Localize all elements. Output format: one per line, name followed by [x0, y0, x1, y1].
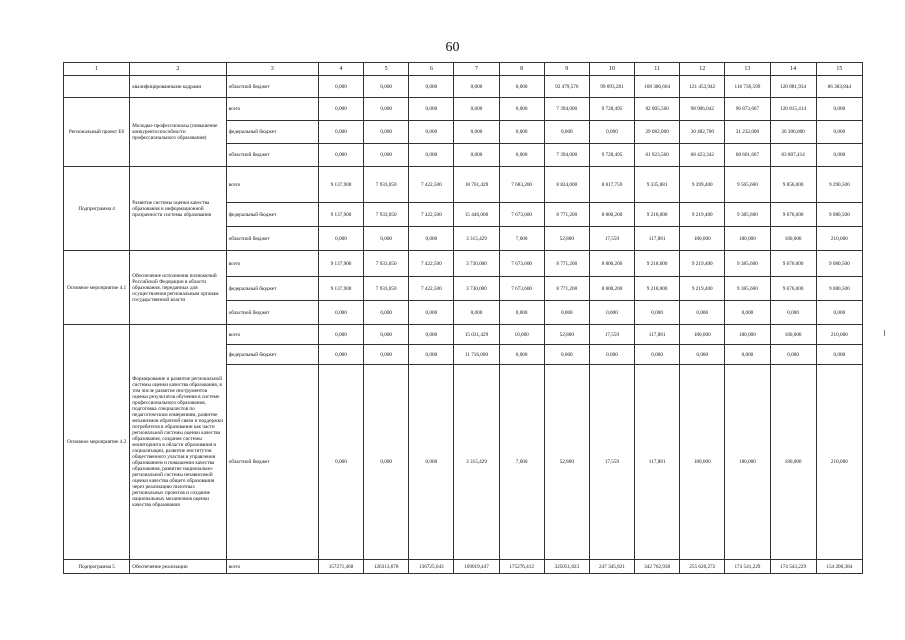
amount-cell: 0,000 — [725, 301, 770, 325]
funding-source-cell: всего — [226, 325, 318, 345]
amount-cell: 92 479,576 — [544, 76, 589, 98]
funding-source-cell: всего — [226, 167, 318, 203]
amount-cell: 210,000 — [816, 365, 862, 560]
amount-cell: 29 082,000 — [635, 121, 680, 144]
program-name-cell: Подпрограмма 5 — [64, 560, 130, 574]
amount-cell: 0,000 — [364, 98, 409, 121]
amount-cell: 11 716,000 — [454, 345, 499, 365]
budget-table — [63, 62, 863, 574]
amount-cell: 9 080,500 — [816, 251, 862, 277]
funding-source-cell: всего — [226, 560, 318, 574]
amount-cell: 0,000 — [454, 76, 499, 98]
amount-cell: 247 345,821 — [589, 560, 634, 574]
funding-source-cell: федеральный бюджет — [226, 345, 318, 365]
amount-cell: 9 385,600 — [725, 203, 770, 227]
table-row — [64, 76, 863, 98]
program-name-cell: Региональный проект Е6 — [64, 98, 130, 167]
amount-cell: 68 601,667 — [725, 144, 770, 167]
column-number-cell: 14 — [770, 63, 816, 76]
amount-cell: 7 422,500 — [409, 277, 454, 301]
amount-cell: 0,000 — [318, 301, 363, 325]
table-row — [64, 251, 863, 277]
amount-cell: 7 933,050 — [364, 203, 409, 227]
amount-cell: 0,000 — [816, 144, 862, 167]
amount-cell: 8 817,759 — [589, 167, 634, 203]
amount-cell: 7 933,050 — [364, 277, 409, 301]
amount-cell: 36 306,000 — [770, 121, 816, 144]
amount-cell: 9 290,500 — [816, 167, 862, 203]
amount-cell: 9 137,900 — [318, 277, 363, 301]
amount-cell: 3 315,429 — [454, 365, 499, 560]
amount-cell: 7 673,600 — [499, 203, 544, 227]
amount-cell: 10,000 — [499, 325, 544, 345]
amount-cell: 180,000 — [770, 227, 816, 251]
amount-cell: 17,559 — [589, 227, 634, 251]
amount-cell: 0,000 — [364, 76, 409, 98]
amount-cell: 9 856,000 — [770, 167, 816, 203]
amount-cell: 9 676,000 — [770, 251, 816, 277]
amount-cell: 7 933,050 — [364, 167, 409, 203]
amount-cell: 0,000 — [816, 345, 862, 365]
funding-source-cell: всего — [226, 251, 318, 277]
funding-source-cell: областной бюджет — [226, 227, 318, 251]
program-description-cell: Формирование и развитие региональной системы оценки качества образования, в том числе развитие инструментов оценки результатов обучения в системе профессионального образования, подготовка специалистов по педагогическим измерениям, развитие механизмов обратной связи и поддержки потребителя в образовании как части региональной системы оценки качества образования, создание системы мониторинга в области образования и социализации, развитие институтов общественного участия в управлении образованием и повышении качества образования, развитие национально-региональной системы независимой оценки качества общего образования через реализацию пилотных региональных проектов и создание национальных механизмов оценки качества образования — [130, 325, 226, 560]
amount-cell: 0,000 — [499, 98, 544, 121]
amount-cell: 180,000 — [680, 365, 725, 560]
amount-cell: 52,800 — [544, 227, 589, 251]
column-number-cell: 12 — [680, 63, 725, 76]
amount-cell: 175276,412 — [499, 560, 544, 574]
amount-cell: 0,000 — [635, 345, 680, 365]
amount-cell: 342 762,938 — [635, 560, 680, 574]
amount-cell: 0,000 — [499, 121, 544, 144]
amount-cell: 0,000 — [364, 365, 409, 560]
amount-cell: 0,000 — [409, 227, 454, 251]
amount-cell: 7,600 — [499, 227, 544, 251]
amount-cell: 8 800,200 — [589, 277, 634, 301]
amount-cell: 9 218,000 — [635, 277, 680, 301]
amount-cell: 0,000 — [409, 345, 454, 365]
amount-cell: 0,000 — [499, 144, 544, 167]
amount-cell: 0,000 — [454, 98, 499, 121]
amount-cell: 15 031,429 — [454, 325, 499, 345]
amount-cell: 96 873,667 — [725, 98, 770, 121]
column-number-cell: 13 — [725, 63, 770, 76]
amount-cell: 8 800,200 — [589, 251, 634, 277]
amount-cell: 210,000 — [816, 227, 862, 251]
amount-cell: 0,000 — [318, 227, 363, 251]
column-number-cell: 1 — [64, 63, 130, 76]
amount-cell: 31 232,000 — [725, 121, 770, 144]
funding-source-cell: областной бюджет — [226, 301, 318, 325]
column-number-cell: 10 — [589, 63, 634, 76]
amount-cell: 180,000 — [725, 325, 770, 345]
amount-cell: 0,000 — [409, 144, 454, 167]
amount-cell: 0,000 — [544, 121, 589, 144]
amount-cell: 98 906,042 — [680, 98, 725, 121]
amount-cell: 7 683,200 — [499, 167, 544, 203]
amount-cell: 180,000 — [725, 365, 770, 560]
table-row — [64, 98, 863, 121]
amount-cell: 0,000 — [409, 76, 454, 98]
amount-cell: 18 761,429 — [454, 167, 499, 203]
amount-cell: 0,000 — [318, 365, 363, 560]
amount-cell: 9 137,900 — [318, 251, 363, 277]
amount-cell: 0,000 — [544, 301, 589, 325]
amount-cell: 0,000 — [816, 121, 862, 144]
amount-cell: 0,000 — [318, 325, 363, 345]
amount-cell: 0,000 — [770, 301, 816, 325]
program-name-cell — [64, 76, 130, 98]
column-number-cell: 5 — [364, 63, 409, 76]
amount-cell: 7 422,500 — [409, 251, 454, 277]
amount-cell: 17,559 — [589, 365, 634, 560]
funding-source-cell: федеральный бюджет — [226, 277, 318, 301]
amount-cell: 9 080,500 — [816, 277, 862, 301]
amount-cell: 0,000 — [364, 345, 409, 365]
amount-cell: 117,881 — [635, 325, 680, 345]
column-number-cell: 9 — [544, 63, 589, 76]
amount-cell: 99 093,281 — [589, 76, 634, 98]
amount-cell: 9 137,900 — [318, 167, 363, 203]
column-number-cell: 11 — [635, 63, 680, 76]
program-description-cell: Развитие системы оценки качества образования и информационной прозрачности системы образования — [130, 167, 226, 251]
amount-cell: 117,881 — [635, 227, 680, 251]
amount-cell: 0,000 — [318, 76, 363, 98]
amount-cell: 168 386,604 — [635, 76, 680, 98]
amount-cell: 0,000 — [589, 345, 634, 365]
amount-cell: 7 394,000 — [544, 98, 589, 121]
amount-cell: 0,000 — [409, 365, 454, 560]
amount-cell: 52,800 — [544, 365, 589, 560]
amount-cell: 9 218,000 — [635, 203, 680, 227]
amount-cell: 86 383,844 — [816, 76, 862, 98]
program-name-cell: Основное мероприятие 4.1 — [64, 251, 130, 325]
amount-cell: 0,000 — [318, 121, 363, 144]
amount-cell: 9 728,495 — [589, 144, 634, 167]
amount-cell: 9 335,881 — [635, 167, 680, 203]
amount-cell: 0,000 — [364, 121, 409, 144]
column-number-cell: 15 — [816, 63, 862, 76]
amount-cell: 7,600 — [499, 365, 544, 560]
amount-cell: 0,000 — [454, 144, 499, 167]
funding-source-cell: областной бюджет — [226, 365, 318, 560]
amount-cell: 0,000 — [816, 98, 862, 121]
amount-cell: 0,000 — [499, 76, 544, 98]
margin-mark — [884, 330, 885, 336]
amount-cell: 9 080,500 — [816, 203, 862, 227]
amount-cell: 0,000 — [454, 301, 499, 325]
amount-cell: 9 137,900 — [318, 203, 363, 227]
amount-cell: 0,000 — [499, 345, 544, 365]
table-row — [64, 325, 863, 345]
amount-cell: 9 219,400 — [680, 277, 725, 301]
amount-cell: 121 453,942 — [680, 76, 725, 98]
amount-cell: 180,000 — [770, 365, 816, 560]
amount-cell: 0,000 — [589, 301, 634, 325]
amount-cell: 15 446,000 — [454, 203, 499, 227]
amount-cell: 0,000 — [364, 301, 409, 325]
amount-cell: 0,000 — [409, 98, 454, 121]
amount-cell: 0,000 — [409, 301, 454, 325]
amount-cell: 9 399,400 — [680, 167, 725, 203]
amount-cell: 7 422,500 — [409, 167, 454, 203]
funding-source-cell: федеральный бюджет — [226, 121, 318, 144]
amount-cell: 17,559 — [589, 325, 634, 345]
amount-cell: 7 673,600 — [499, 251, 544, 277]
amount-cell: 0,000 — [589, 121, 634, 144]
amount-cell: 8 824,000 — [544, 167, 589, 203]
amount-cell: 0,000 — [409, 325, 454, 345]
program-description-cell: квалифицированными кадрами — [130, 76, 226, 98]
amount-cell: 0,000 — [364, 227, 409, 251]
program-name-cell: Основное мероприятие 4.2 — [64, 325, 130, 560]
amount-cell: 0,000 — [680, 301, 725, 325]
amount-cell: 9 676,600 — [770, 203, 816, 227]
amount-cell: 0,000 — [544, 345, 589, 365]
amount-cell: 116 736,599 — [725, 76, 770, 98]
amount-cell: 8 771,200 — [544, 203, 589, 227]
amount-cell: 8 800,200 — [589, 203, 634, 227]
amount-cell: 9 728,495 — [589, 98, 634, 121]
amount-cell: 7 933,050 — [364, 251, 409, 277]
funding-source-cell: федеральный бюджет — [226, 203, 318, 227]
amount-cell: 9 219,400 — [680, 203, 725, 227]
amount-cell: 0,000 — [635, 301, 680, 325]
amount-cell: 8 771,200 — [544, 251, 589, 277]
table-row — [64, 167, 863, 203]
amount-cell: 0,000 — [816, 301, 862, 325]
program-name-cell: Подпрограмма 4 — [64, 167, 130, 251]
table-row — [64, 560, 863, 574]
amount-cell: 169019,447 — [454, 560, 499, 574]
funding-source-cell: областной бюджет — [226, 144, 318, 167]
amount-cell: 9 565,600 — [725, 167, 770, 203]
amount-cell: 174 541,229 — [725, 560, 770, 574]
amount-cell: 255 620,272 — [680, 560, 725, 574]
amount-cell: 3 730,000 — [454, 277, 499, 301]
page-number: 60 — [445, 40, 460, 55]
amount-cell: 210,000 — [816, 325, 862, 345]
amount-cell: 30 482,700 — [680, 121, 725, 144]
column-number-cell: 6 — [409, 63, 454, 76]
amount-cell: 0,000 — [770, 345, 816, 365]
amount-cell: 52,800 — [544, 325, 589, 345]
amount-cell: 180,000 — [725, 227, 770, 251]
amount-cell: 120 815,414 — [770, 98, 816, 121]
amount-cell: 9 219,400 — [680, 251, 725, 277]
amount-cell: 0,000 — [409, 121, 454, 144]
program-description-cell: Молодые профессионалы (повышение конкурентоспособности профессионального образования) — [130, 98, 226, 167]
amount-cell: 9 385,600 — [725, 251, 770, 277]
amount-cell: 0,000 — [364, 325, 409, 345]
program-description-cell: Обеспечение исполнения полномочий Российской Федерации в области образования, переданных для осуществления региональным органам государственной власти — [130, 251, 226, 325]
amount-cell: 0,000 — [318, 98, 363, 121]
amount-cell: 0,000 — [454, 121, 499, 144]
amount-cell: 154 200,384 — [816, 560, 862, 574]
amount-cell: 120 881,934 — [770, 76, 816, 98]
amount-cell: 180,000 — [680, 227, 725, 251]
amount-cell: 0,000 — [725, 345, 770, 365]
amount-cell: 9 385,600 — [725, 277, 770, 301]
column-number-cell: 2 — [130, 63, 226, 76]
amount-cell: 0,000 — [318, 345, 363, 365]
amount-cell: 325051,823 — [544, 560, 589, 574]
amount-cell: 68 423,342 — [680, 144, 725, 167]
program-description-cell: Обеспечение реализации — [130, 560, 226, 574]
amount-cell: 136725,643 — [409, 560, 454, 574]
column-number-row — [64, 63, 863, 76]
amount-cell: 3 315,429 — [454, 227, 499, 251]
amount-cell: 126313,678 — [364, 560, 409, 574]
amount-cell: 0,000 — [364, 144, 409, 167]
amount-cell: 8 771,200 — [544, 277, 589, 301]
amount-cell: 0,000 — [680, 345, 725, 365]
amount-cell: 83 807,414 — [770, 144, 816, 167]
amount-cell: 117,881 — [635, 365, 680, 560]
amount-cell: 7 394,000 — [544, 144, 589, 167]
amount-cell: 157271,468 — [318, 560, 363, 574]
column-number-cell: 3 — [226, 63, 318, 76]
amount-cell: 0,000 — [499, 301, 544, 325]
amount-cell: 174 543,229 — [770, 560, 816, 574]
amount-cell: 180,000 — [680, 325, 725, 345]
column-number-cell: 7 — [454, 63, 499, 76]
funding-source-cell: всего — [226, 98, 318, 121]
amount-cell: 61 923,560 — [635, 144, 680, 167]
amount-cell: 7 422,500 — [409, 203, 454, 227]
column-number-cell: 8 — [499, 63, 544, 76]
amount-cell: 7 673,600 — [499, 277, 544, 301]
amount-cell: 0,000 — [318, 144, 363, 167]
amount-cell: 9 676,000 — [770, 277, 816, 301]
column-number-cell: 4 — [318, 63, 363, 76]
funding-source-cell: областной бюджет — [226, 76, 318, 98]
amount-cell: 82 005,560 — [635, 98, 680, 121]
amount-cell: 180,000 — [770, 325, 816, 345]
amount-cell: 9 218,000 — [635, 251, 680, 277]
amount-cell: 3 730,000 — [454, 251, 499, 277]
